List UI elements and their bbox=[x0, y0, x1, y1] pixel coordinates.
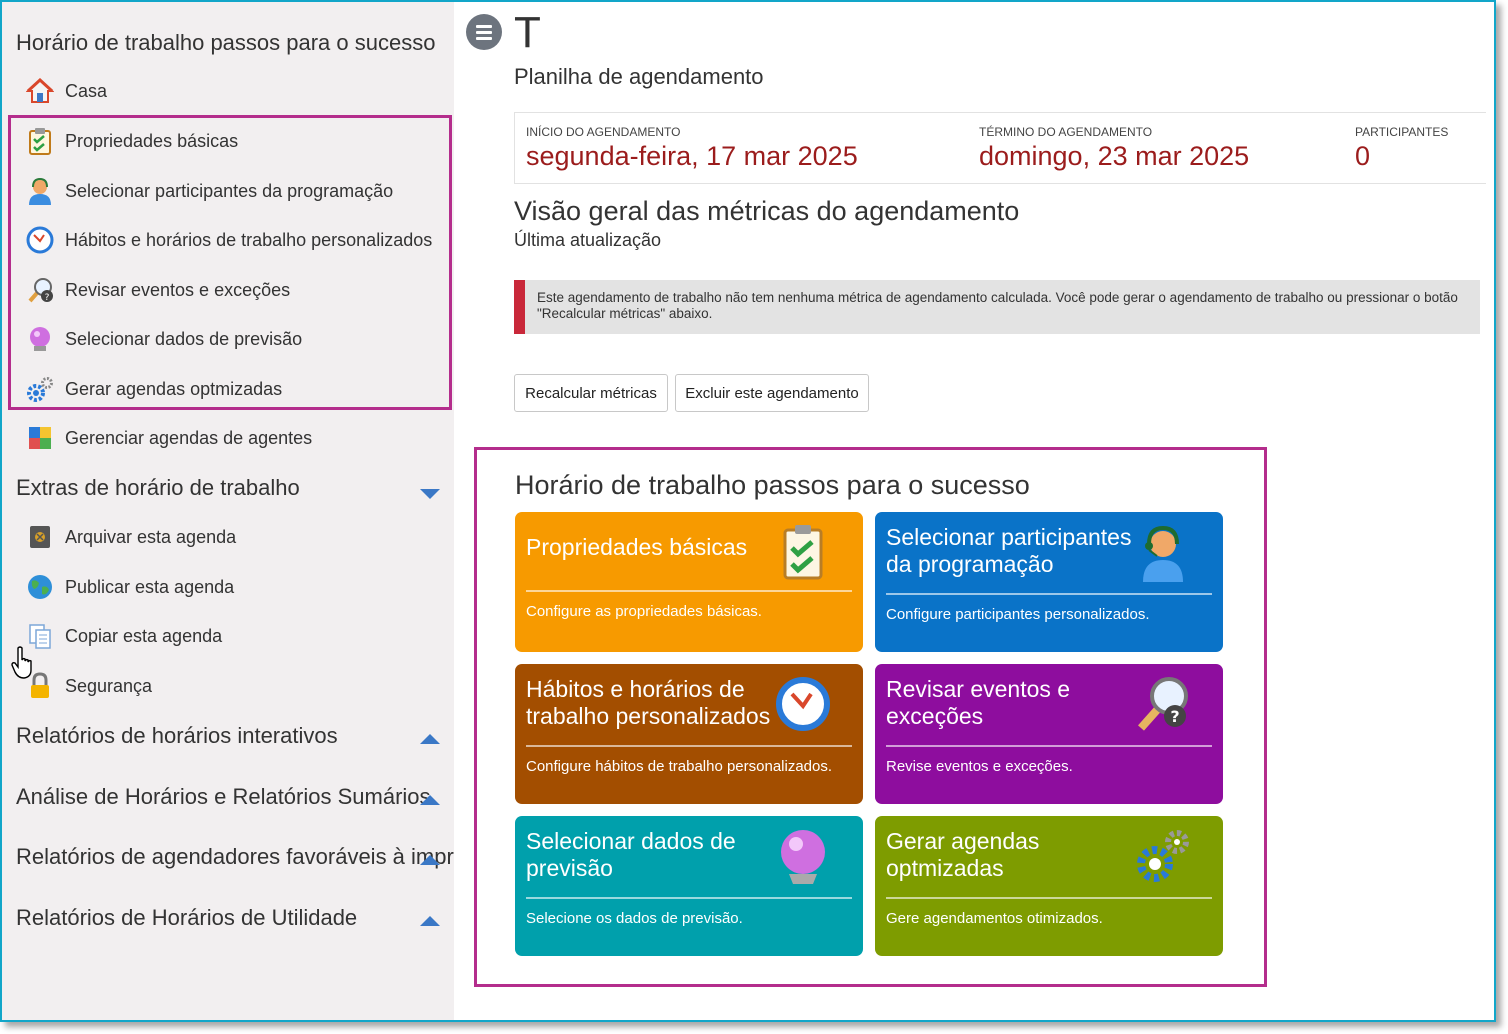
sidebar-item-label: Propriedades básicas bbox=[65, 130, 239, 151]
magnifier-question-icon bbox=[24, 276, 56, 304]
tile-description: Configure participantes personalizados. bbox=[886, 606, 1150, 623]
sidebar-item-label: Hábitos e horários de trabalho personalizados bbox=[65, 229, 433, 250]
sidebar-item-label: Revisar eventos e exceções bbox=[65, 279, 291, 300]
tile-gerar-agendas[interactable] bbox=[875, 816, 1223, 956]
tile-description: Configure as propriedades básicas. bbox=[526, 603, 762, 620]
tile-propriedades-basicas[interactable] bbox=[515, 512, 863, 652]
sidebar-item-casa[interactable] bbox=[24, 74, 107, 108]
sidebar-item-previsao[interactable] bbox=[24, 322, 302, 356]
delete-schedule-button[interactable]: Excluir este agendamento bbox=[675, 374, 869, 412]
tile-title: Revisar eventos e exceções bbox=[886, 676, 1071, 729]
sidebar-item-propriedades[interactable] bbox=[24, 124, 238, 158]
sidebar-item-label: Casa bbox=[65, 80, 108, 101]
end-date-value: domingo, 23 mar 2025 bbox=[979, 141, 1250, 171]
metrics-last-updated: Última atualização bbox=[514, 230, 662, 250]
agent-headset-icon bbox=[24, 177, 56, 205]
sidebar-item-label: Selecionar participantes da programação bbox=[65, 180, 394, 201]
steps-title: Horário de trabalho passos para o sucesso bbox=[515, 470, 1030, 500]
participants-label: PARTICIPANTES bbox=[1355, 125, 1449, 139]
agent-headset-icon bbox=[1133, 522, 1193, 582]
schedule-name: T bbox=[514, 8, 541, 57]
start-date-value: segunda-feira, 17 mar 2025 bbox=[526, 141, 858, 171]
tile-description: Configure hábitos de trabalho personalizados. bbox=[526, 758, 833, 775]
tile-divider bbox=[526, 745, 852, 747]
tile-description: Revise eventos e exceções. bbox=[886, 758, 1073, 775]
metrics-title: Visão geral das métricas do agendamento bbox=[514, 196, 1020, 226]
alert-text: Este agendamento de trabalho não tem nenhuma métrica de agendamento calculada. Você pode gerar o agendamento de trabalho ou pressionar o botão "Recalcular métricas" abaixo. bbox=[537, 290, 1458, 321]
tile-habitos-horarios[interactable] bbox=[515, 664, 863, 804]
tile-description: Gere agendamentos otimizados. bbox=[886, 910, 1103, 927]
sidebar bbox=[2, 2, 454, 1020]
tile-description: Selecione os dados de previsão. bbox=[526, 910, 743, 927]
svg-text:?: ? bbox=[44, 293, 50, 303]
clock-icon bbox=[24, 226, 56, 254]
start-date-label: INÍCIO DO AGENDAMENTO bbox=[526, 125, 681, 139]
tile-revisar-eventos[interactable] bbox=[875, 664, 1223, 804]
sidebar-item-label: Segurança bbox=[65, 675, 153, 696]
end-date-label: TÉRMINO DO AGENDAMENTO bbox=[979, 125, 1153, 139]
section-extras-title[interactable]: Extras de horário de trabalho bbox=[16, 475, 300, 500]
sidebar-item-label: Selecionar dados de previsão bbox=[65, 328, 303, 349]
section-utilidade-title[interactable]: Relatórios de Horários de Utilidade bbox=[16, 905, 358, 930]
section-analise-title[interactable]: Análise de Horários e Relatórios Sumários bbox=[16, 784, 431, 809]
crystal-ball-icon bbox=[773, 826, 833, 886]
clock-icon bbox=[773, 674, 833, 734]
safe-icon bbox=[24, 523, 56, 551]
crystal-ball-icon bbox=[24, 325, 56, 353]
tile-title: Selecionar dados de previsão bbox=[526, 828, 736, 881]
collapse-arrow-extras[interactable] bbox=[420, 487, 442, 501]
svg-text:?: ? bbox=[1170, 707, 1180, 726]
sidebar-item-label: Gerar agendas optmizadas bbox=[65, 378, 283, 399]
tile-divider bbox=[886, 745, 1212, 747]
tile-selecionar-participantes[interactable] bbox=[875, 512, 1223, 652]
tile-title: Selecionar participantes da programação bbox=[886, 524, 1132, 577]
tile-title: Gerar agendas optmizadas bbox=[886, 828, 1040, 881]
sidebar-item-participantes[interactable] bbox=[24, 174, 393, 208]
sidebar-item-label: Gerenciar agendas de agentes bbox=[65, 427, 313, 448]
clipboard-check-icon bbox=[24, 127, 56, 155]
menu-toggle-button[interactable] bbox=[466, 14, 502, 50]
steps-panel bbox=[474, 447, 1267, 987]
clipboard-check-icon bbox=[773, 522, 833, 582]
puzzle-icon bbox=[24, 424, 56, 452]
start-date-cell bbox=[526, 125, 858, 172]
tile-divider bbox=[526, 590, 852, 592]
sidebar-title: Horário de trabalho passos para o sucesso bbox=[16, 30, 436, 55]
sidebar-item-gerar[interactable] bbox=[24, 372, 282, 406]
magnifier-question-icon bbox=[1133, 674, 1193, 734]
main-content bbox=[454, 2, 1494, 1020]
expand-arrow-interativos[interactable] bbox=[420, 732, 442, 746]
sidebar-item-publicar[interactable] bbox=[24, 570, 234, 604]
gears-icon bbox=[24, 375, 56, 403]
section-favoraveis-title[interactable]: Relatórios de agendadores favoráveis à impr bbox=[16, 844, 454, 869]
page-subtitle: Planilha de agendamento bbox=[514, 64, 764, 89]
expand-arrow-analise[interactable] bbox=[420, 793, 442, 807]
sidebar-item-copiar[interactable] bbox=[24, 619, 222, 653]
tile-divider bbox=[526, 897, 852, 899]
sidebar-item-label: Arquivar esta agenda bbox=[65, 526, 237, 547]
tile-divider bbox=[886, 897, 1212, 899]
participants-value: 0 bbox=[1355, 141, 1371, 171]
sidebar-item-label: Copiar esta agenda bbox=[65, 625, 223, 646]
expand-arrow-utilidade[interactable] bbox=[420, 914, 442, 928]
schedule-info-panel bbox=[514, 112, 1486, 184]
tile-divider bbox=[886, 593, 1212, 595]
house-icon bbox=[24, 77, 56, 105]
recalculate-metrics-button[interactable]: Recalcular métricas bbox=[514, 374, 668, 412]
hand-cursor-icon bbox=[10, 646, 36, 685]
globe-icon bbox=[24, 573, 56, 601]
gears-icon bbox=[1133, 826, 1193, 886]
section-interativos-title[interactable]: Relatórios de horários interativos bbox=[16, 723, 338, 748]
tile-title: Propriedades básicas bbox=[526, 534, 748, 560]
sidebar-item-habitos[interactable] bbox=[24, 223, 432, 257]
sidebar-item-gerenciar[interactable] bbox=[24, 421, 312, 455]
sidebar-item-seguranca[interactable] bbox=[24, 669, 152, 703]
expand-arrow-favoraveis[interactable] bbox=[420, 853, 442, 867]
sidebar-item-label: Publicar esta agenda bbox=[65, 576, 235, 597]
sidebar-highlight-box bbox=[8, 115, 452, 410]
tile-dados-previsao[interactable] bbox=[515, 816, 863, 956]
tile-title: Hábitos e horários de trabalho personalizados bbox=[526, 676, 771, 729]
no-metrics-alert bbox=[514, 280, 1480, 334]
sidebar-item-arquivar[interactable] bbox=[24, 520, 236, 554]
sidebar-item-revisar[interactable] bbox=[24, 273, 290, 307]
end-date-cell bbox=[979, 125, 1249, 172]
participants-cell bbox=[1355, 125, 1448, 172]
